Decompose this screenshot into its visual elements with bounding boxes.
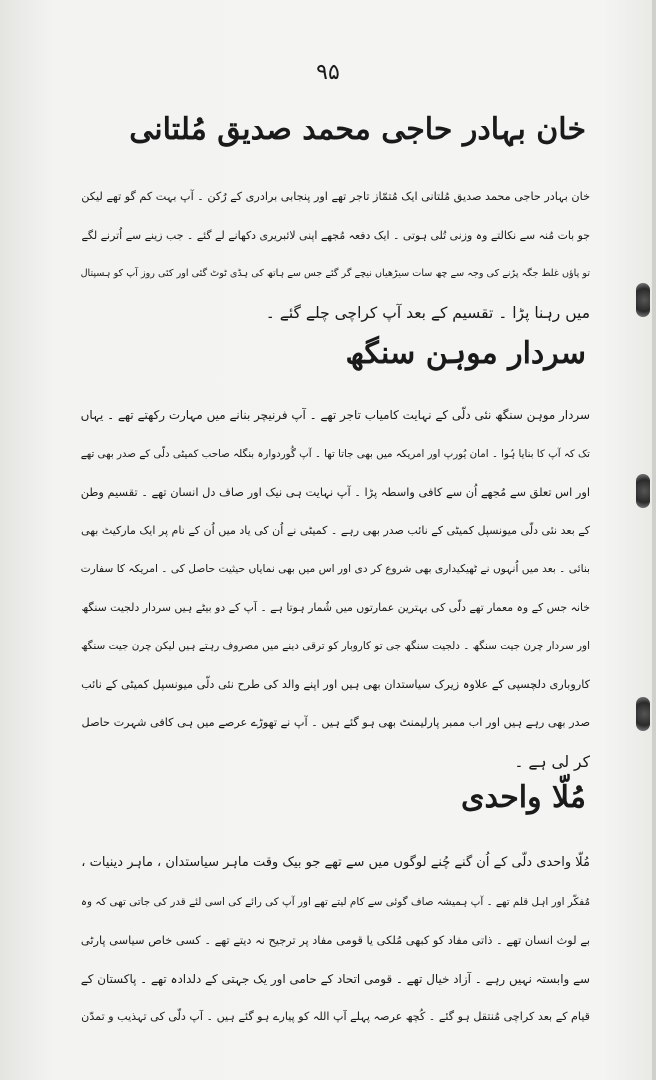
binding-hole <box>636 697 650 731</box>
text-line: بے لوث انسان تھے ۔ ذاتی مفاد کو کبھی مُلکی یا قومی مفاد پر ترجیح نہ دیتے تھے ۔ کسی خاص سیاسی پارٹی <box>80 933 590 947</box>
section-heading-1: خان بہادر حاجی محمد صدیق مُلتانی <box>129 112 586 147</box>
text-line: میں رہنا پڑا ۔ تقسیم کے بعد آپ کراچی چلے گئے ۔ <box>265 303 590 322</box>
text-line: کر لی ہے ۔ <box>514 752 590 771</box>
text-line: جو بات مُنہ سے نکالتے وہ وزنی تُلی ہوتی ۔ ایک دفعہ مُجھے اپنی لائبریری دکھانے لے گئے ۔ جب زینے سے اُترنے لگے <box>81 228 590 242</box>
text-line: تک کہ آپ کا بنایا ہُوا ۔ امان یُورپ اور امریکہ میں بھی جاتا تھا ۔ آپ گُوردوارہ بنگلہ صاحب کمیٹی دلّی کے صدر بھی تھے <box>80 447 590 460</box>
page-edge <box>652 0 656 1080</box>
text-line: سے وابستہ نہیں رہے ۔ آزاد خیال تھے ۔ قومی اتحاد کے حامی اور یک جہتی کے دلدادہ تھے ۔ پاکستان کے <box>80 971 590 986</box>
text-line: کاروباری دلچسپی کے علاوہ زیرک سیاستدان بھی ہیں اور اپنے والد کی طرح نئی دلّی میونسپل کمیٹی کے نائب <box>81 677 590 691</box>
text-line: اور سردار چرن جیت سنگھ ۔ دلجیت سنگھ جی تو کاروبار کو ترقی دینے میں مصروف رہتے ہیں لیکن چرن جیت سنگھ <box>81 640 590 652</box>
text-line: تو پاؤں غلط جگہ پڑنے کی وجہ سے چھ سات سیڑھیاں نیچے گر گئے جس سے ہاتھ کی ہڈی ٹوٹ گئی اور کئی روز آپ کو ہسپتال <box>80 268 590 279</box>
section-heading-3: مُلّا واحدی <box>460 780 586 815</box>
text-line: سردار موہن سنگھ نئی دلّی کے نہایت کامیاب تاجر تھے ۔ آپ فرنیچر بنانے میں مہارت رکھتے تھے ۔ یہاں <box>80 408 590 422</box>
binding-hole <box>636 474 650 508</box>
section-paragraph-1 <box>70 178 590 332</box>
text-line: قیام کے بعد کراچی مُنتقل ہو گئے ۔ کُچھ عرصہ پہلے آپ اللہ کو پیارے ہو گئے ہیں ۔ آپ دلّی کی تہذیب و تمدّن <box>81 1010 590 1023</box>
page-number: ۹۵ <box>316 60 340 85</box>
text-line: مُفکّر اور اہل قلم تھے ۔ آپ ہمیشہ صاف گوئی سے کام لیتے تھے اور آپ کی رائے کی اسی لئے قدر کی جاتی تھی کہ وہ <box>80 895 590 908</box>
text-line: صدر بھی رہے ہیں اور اب ممبر پارلیمنٹ بھی ہو گئے ہیں ۔ آپ نے تھوڑے عرصے میں ہی کافی شہرت حاصل <box>81 716 590 729</box>
text-line: اور اس تعلق سے مُجھے اُن سے کافی واسطہ پڑا ۔ آپ نہایت ہی نیک اور صاف دل انسان تھے ۔ تقسیم وطن <box>80 485 590 499</box>
binding-hole <box>636 283 650 317</box>
section-paragraph-2 <box>70 396 590 781</box>
text-line: بنائی ۔ بعد میں اُنہوں نے ٹھیکیداری بھی شروع کر دی اور اس میں بھی نمایاں حیثیت حاصل کی ۔ امریکہ کا سفارت <box>80 562 590 575</box>
text-line: کے بعد نئی دلّی میونسپل کمیٹی کے نائب صدر بھی رہے ۔ کمیٹی نے اُن کی یاد میں اُن کے نام پر ایک مارکیٹ بھی <box>81 523 590 537</box>
text-line: خان بہادر حاجی محمد صدیق مُلتانی ایک مُتمّاز تاجر تھے اور پنجابی برادری کے رُکن ۔ آپ بہت کم گو تھے لیکن <box>81 190 590 203</box>
section-paragraph-3 <box>70 844 590 1037</box>
text-line: خانہ جس کے وہ معمار تھے دلّی کی بہترین عمارتوں میں شُمار ہوتا ہے ۔ آپ کے دو بیٹے ہیں سردار دلجیت سنگھ <box>81 600 590 614</box>
section-heading-2: سردار موہن سنگھ <box>345 336 586 371</box>
text-line: مُلّا واحدی دلّی کے اُن گنے چُنے لوگوں میں سے تھے جو بیک وقت ماہر سیاستدان ، ماہر دینیات ، <box>81 855 590 870</box>
